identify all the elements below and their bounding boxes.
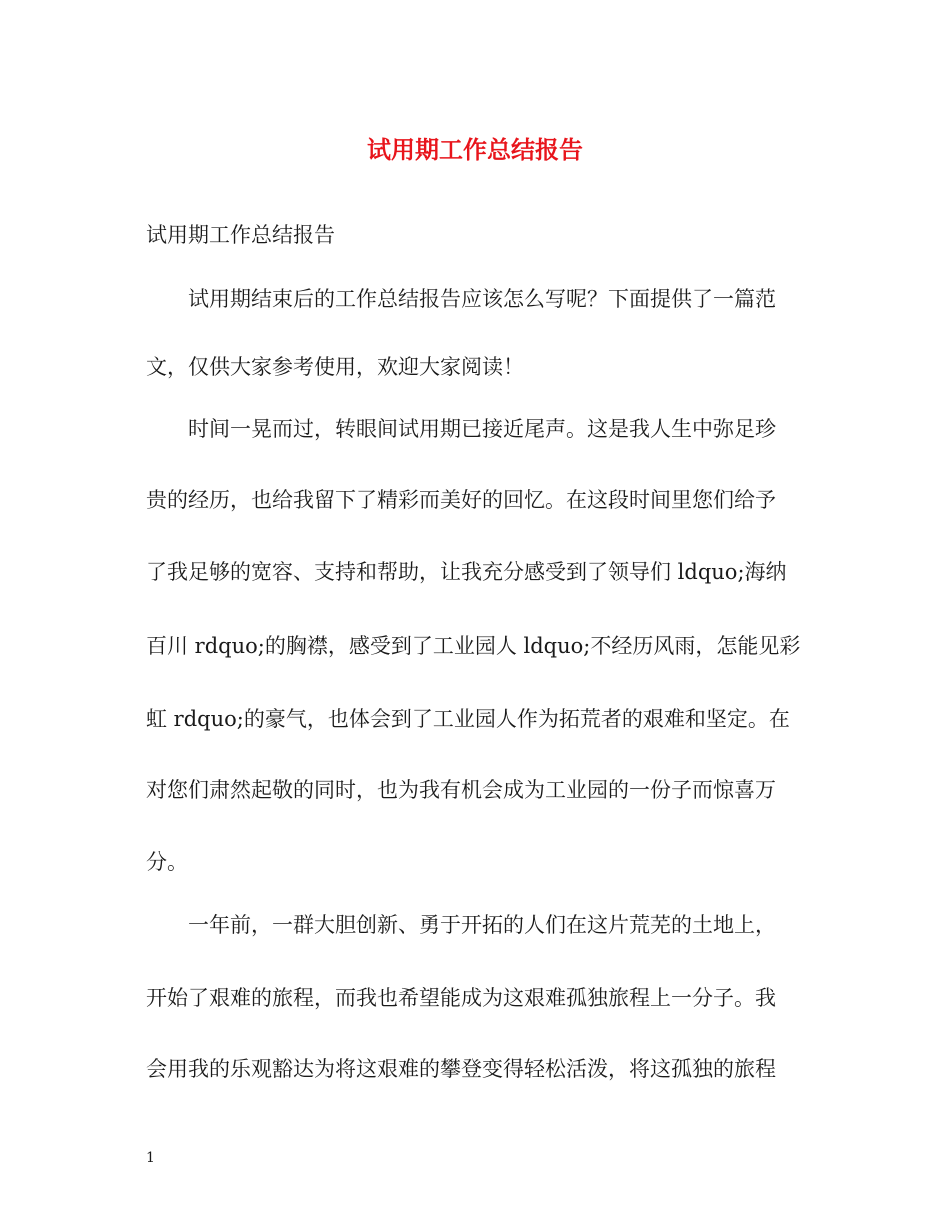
body-line: 一年前，一群大胆创新、勇于开拓的人们在这片荒芜的土地上， [188,913,776,937]
body-line: 虹 rdquo;的豪气，也体会到了工业园人作为拓荒者的艰难和坚定。在 [146,707,790,731]
body-line: 百川 rdquo;的胸襟，感受到了工业园人 ldquo;不经历风雨，怎能见彩 [146,634,801,658]
body-line: 试用期结束后的工作总结报告应该怎么写呢？下面提供了一篇范 [188,287,776,311]
body-line: 时间一晃而过，转眼间试用期已接近尾声。这是我人生中弥足珍 [188,417,776,441]
document-title: 试用期工作总结报告 [367,135,583,164]
body-line: 对您们肃然起敬的同时，也为我有机会成为工业园的一份子而惊喜万 [146,778,776,802]
body-line: 了我足够的宽容、支持和帮助，让我充分感受到了领导们 ldquo;海纳 [146,560,787,584]
document-subtitle: 试用期工作总结报告 [146,223,335,247]
body-line: 开始了艰难的旅程，而我也希望能成为这艰难孤独旅程上一分子。我 [146,986,776,1010]
body-line: 文，仅供大家参考使用，欢迎大家阅读！ [146,355,524,379]
body-line: 会用我的乐观豁达为将这艰难的攀登变得轻松活泼，将这孤独的旅程 [146,1057,776,1081]
body-line: 分。 [146,850,188,874]
body-line: 贵的经历，也给我留下了精彩而美好的回忆。在这段时间里您们给予 [146,488,776,512]
page-number: 1 [146,1150,155,1166]
